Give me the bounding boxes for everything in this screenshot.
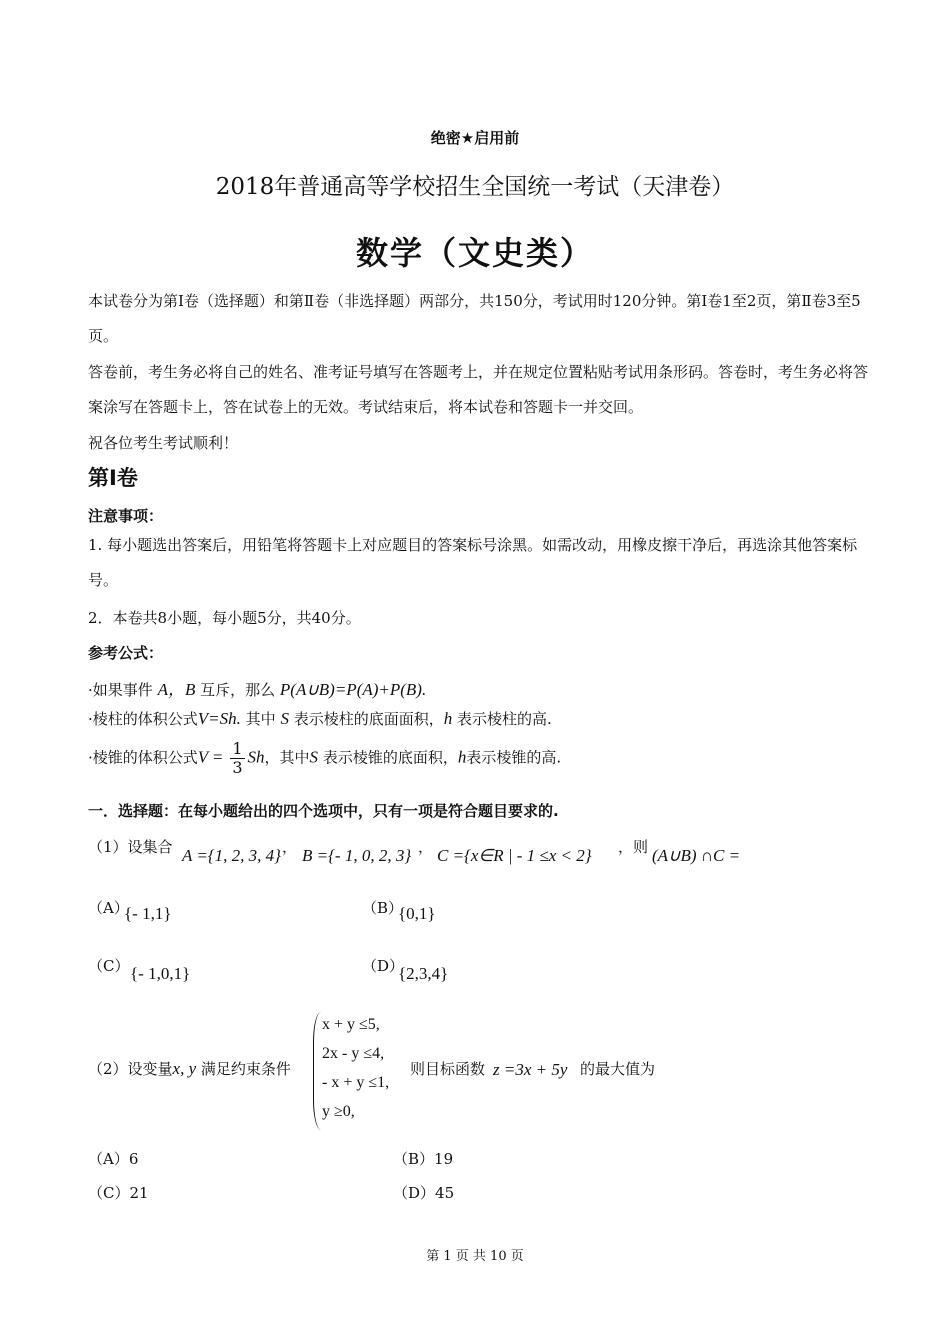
question-1-option-a-value: {- 1,1} [124,904,172,923]
exam-title: 2018年普通高等学校招生全国统一考试（天津卷） [215,174,735,200]
question-1-set-b: B ={- 1, 0, 2, 3} [302,846,412,865]
question-2-option-d-value: 45 [435,1184,455,1202]
note-2: 2．本卷共8小题，每小题5分，共40分。 [88,609,361,627]
formula-3-text-e: ，其中 [264,748,310,767]
constraint-1: x + y ≤5, [322,1016,380,1033]
question-1-option-d-value: {2,3,4} [398,964,449,983]
formula-2-text-e: 表示棱柱的底面面积， [293,710,444,728]
fraction-numerator: 1 [232,739,243,758]
formula-3-text-a: ·棱锥的体积公式 [88,748,198,767]
question-2-vars: x, y [172,1059,197,1078]
note-1: 1. 每小题选出答案后，用铅笔将答题卡上对应题目的答案标号涂黑。如需改动，用橡皮擦干净后，再选涂其他答案标号。 [88,536,858,589]
question-1-sep-1: ， [282,838,298,856]
question-1-set-a: A ={1, 2, 3, 4} [182,846,281,865]
constraint-2: 2x - y ≤4, [322,1045,385,1062]
question-2-cond-text: 满足约束条件 [200,1060,291,1078]
formula-2-text-a: ·棱柱的体积公式 [88,710,198,728]
intro-paragraph-3: 祝各位考生考试顺利！ [88,434,239,452]
constraint-brace [313,1012,322,1130]
intro-paragraph-2: 答卷前，考生务必将自己的姓名、准考证号填写在答题考上，并在规定位置粘贴考试用条形码。答卷时，考生务必将答案涂写在答题卡上，答在试卷上的无效。考试结束后，将本试卷和答题卡一并交回。 [88,363,869,416]
question-2-option-a [88,1148,138,1169]
question-1-sep-2: ， [418,838,434,856]
formula-3-sh: Sh [247,747,265,767]
subject-title: 数学（文史类） [355,234,594,272]
formula-1-text-c: 互斥，那么 [200,681,276,699]
question-2-option-a-value: 6 [128,1150,139,1168]
part-one-heading: 第Ⅰ卷 [88,466,138,490]
question-2-lead-text: （2）设变量 [88,1060,173,1078]
question-1-option-b-value: {0,1} [398,904,436,923]
formula-3-text-g: 表示棱锥的底面积， [322,748,458,767]
formula-2 [88,708,552,729]
formula-2-equation: V=Sh. [197,709,241,728]
question-2-option-b-value: 19 [434,1150,454,1168]
question-1-option-c-value: {- 1,0,1} [130,964,191,983]
question-1-option-c-label: （C） [88,957,130,975]
fraction-denominator: 3 [232,758,243,777]
formula-3-equals: = [212,747,223,767]
question-2-option-c-value: 21 [129,1184,149,1202]
constraint-3: - x + y ≤1, [322,1074,390,1091]
notes-heading: 注意事项： [88,507,164,525]
question-2-then: 则目标函数 [410,1060,486,1078]
formula-1-events: A，B [157,680,196,699]
question-2-tail: 的最大值为 [580,1060,656,1078]
question-2-option-c [88,1182,149,1203]
question-2-option-b [393,1148,453,1169]
formula-3-var-v: V [197,747,209,767]
section-1-heading: 一．选择题：在每小题给出的四个选项中，只有一项是符合题目要求的. [88,802,559,820]
question-2-option-d [393,1182,454,1203]
formula-3-fraction [230,740,244,777]
question-2-option-b-label: （B） [393,1150,435,1168]
formula-3-var-h: h [457,747,467,767]
question-1-option-a-label: （A） [88,899,129,917]
formula-2-var-h: h [443,709,453,728]
formula-1-text-a: ·如果事件 [88,681,153,699]
formula-3-var-s: S [309,747,319,767]
intro-paragraph-1: 本试卷分为第Ⅰ卷（选择题）和第Ⅱ卷（非选择题）两部分，共150分，考试用时120分钟。第Ⅰ卷1至2页，第Ⅱ卷3至5页。 [88,292,861,345]
formula-2-text-g: 表示棱柱的高. [457,710,552,728]
constraint-4: y ≥0, [322,1103,355,1120]
formula-1-equation: P(A∪B)=P(A)+P(B). [279,680,427,699]
question-2-objective: z =3x + 5y [493,1060,568,1079]
page-footer: 第 1 页 共 10 页 [426,1249,524,1264]
question-1-then: ，则 [618,838,649,856]
question-2-option-c-label: （C） [88,1184,130,1202]
question-1-option-d-label: （D） [362,957,405,975]
question-1-expression: (A∪B) ∩C = [652,846,741,865]
question-2-option-a-label: （A） [88,1150,129,1168]
secret-label: 绝密★启用前 [430,129,520,147]
question-1-set-c: C ={x∈R | - 1 ≤x < 2} [437,846,592,865]
formula-2-text-c: 其中 [245,710,276,728]
formula-3-text-i: 表示棱锥的高. [466,748,562,767]
question-2-lead [88,1058,291,1079]
formula-1 [88,675,426,700]
question-1-option-b-label: （B） [362,899,404,917]
formula-2-var-s: S [280,709,289,728]
question-2-option-d-label: （D） [393,1184,436,1202]
question-1-lead: （1）设集合 [88,838,173,856]
formula-3 [88,740,561,777]
formula-heading: 参考公式： [88,644,164,662]
